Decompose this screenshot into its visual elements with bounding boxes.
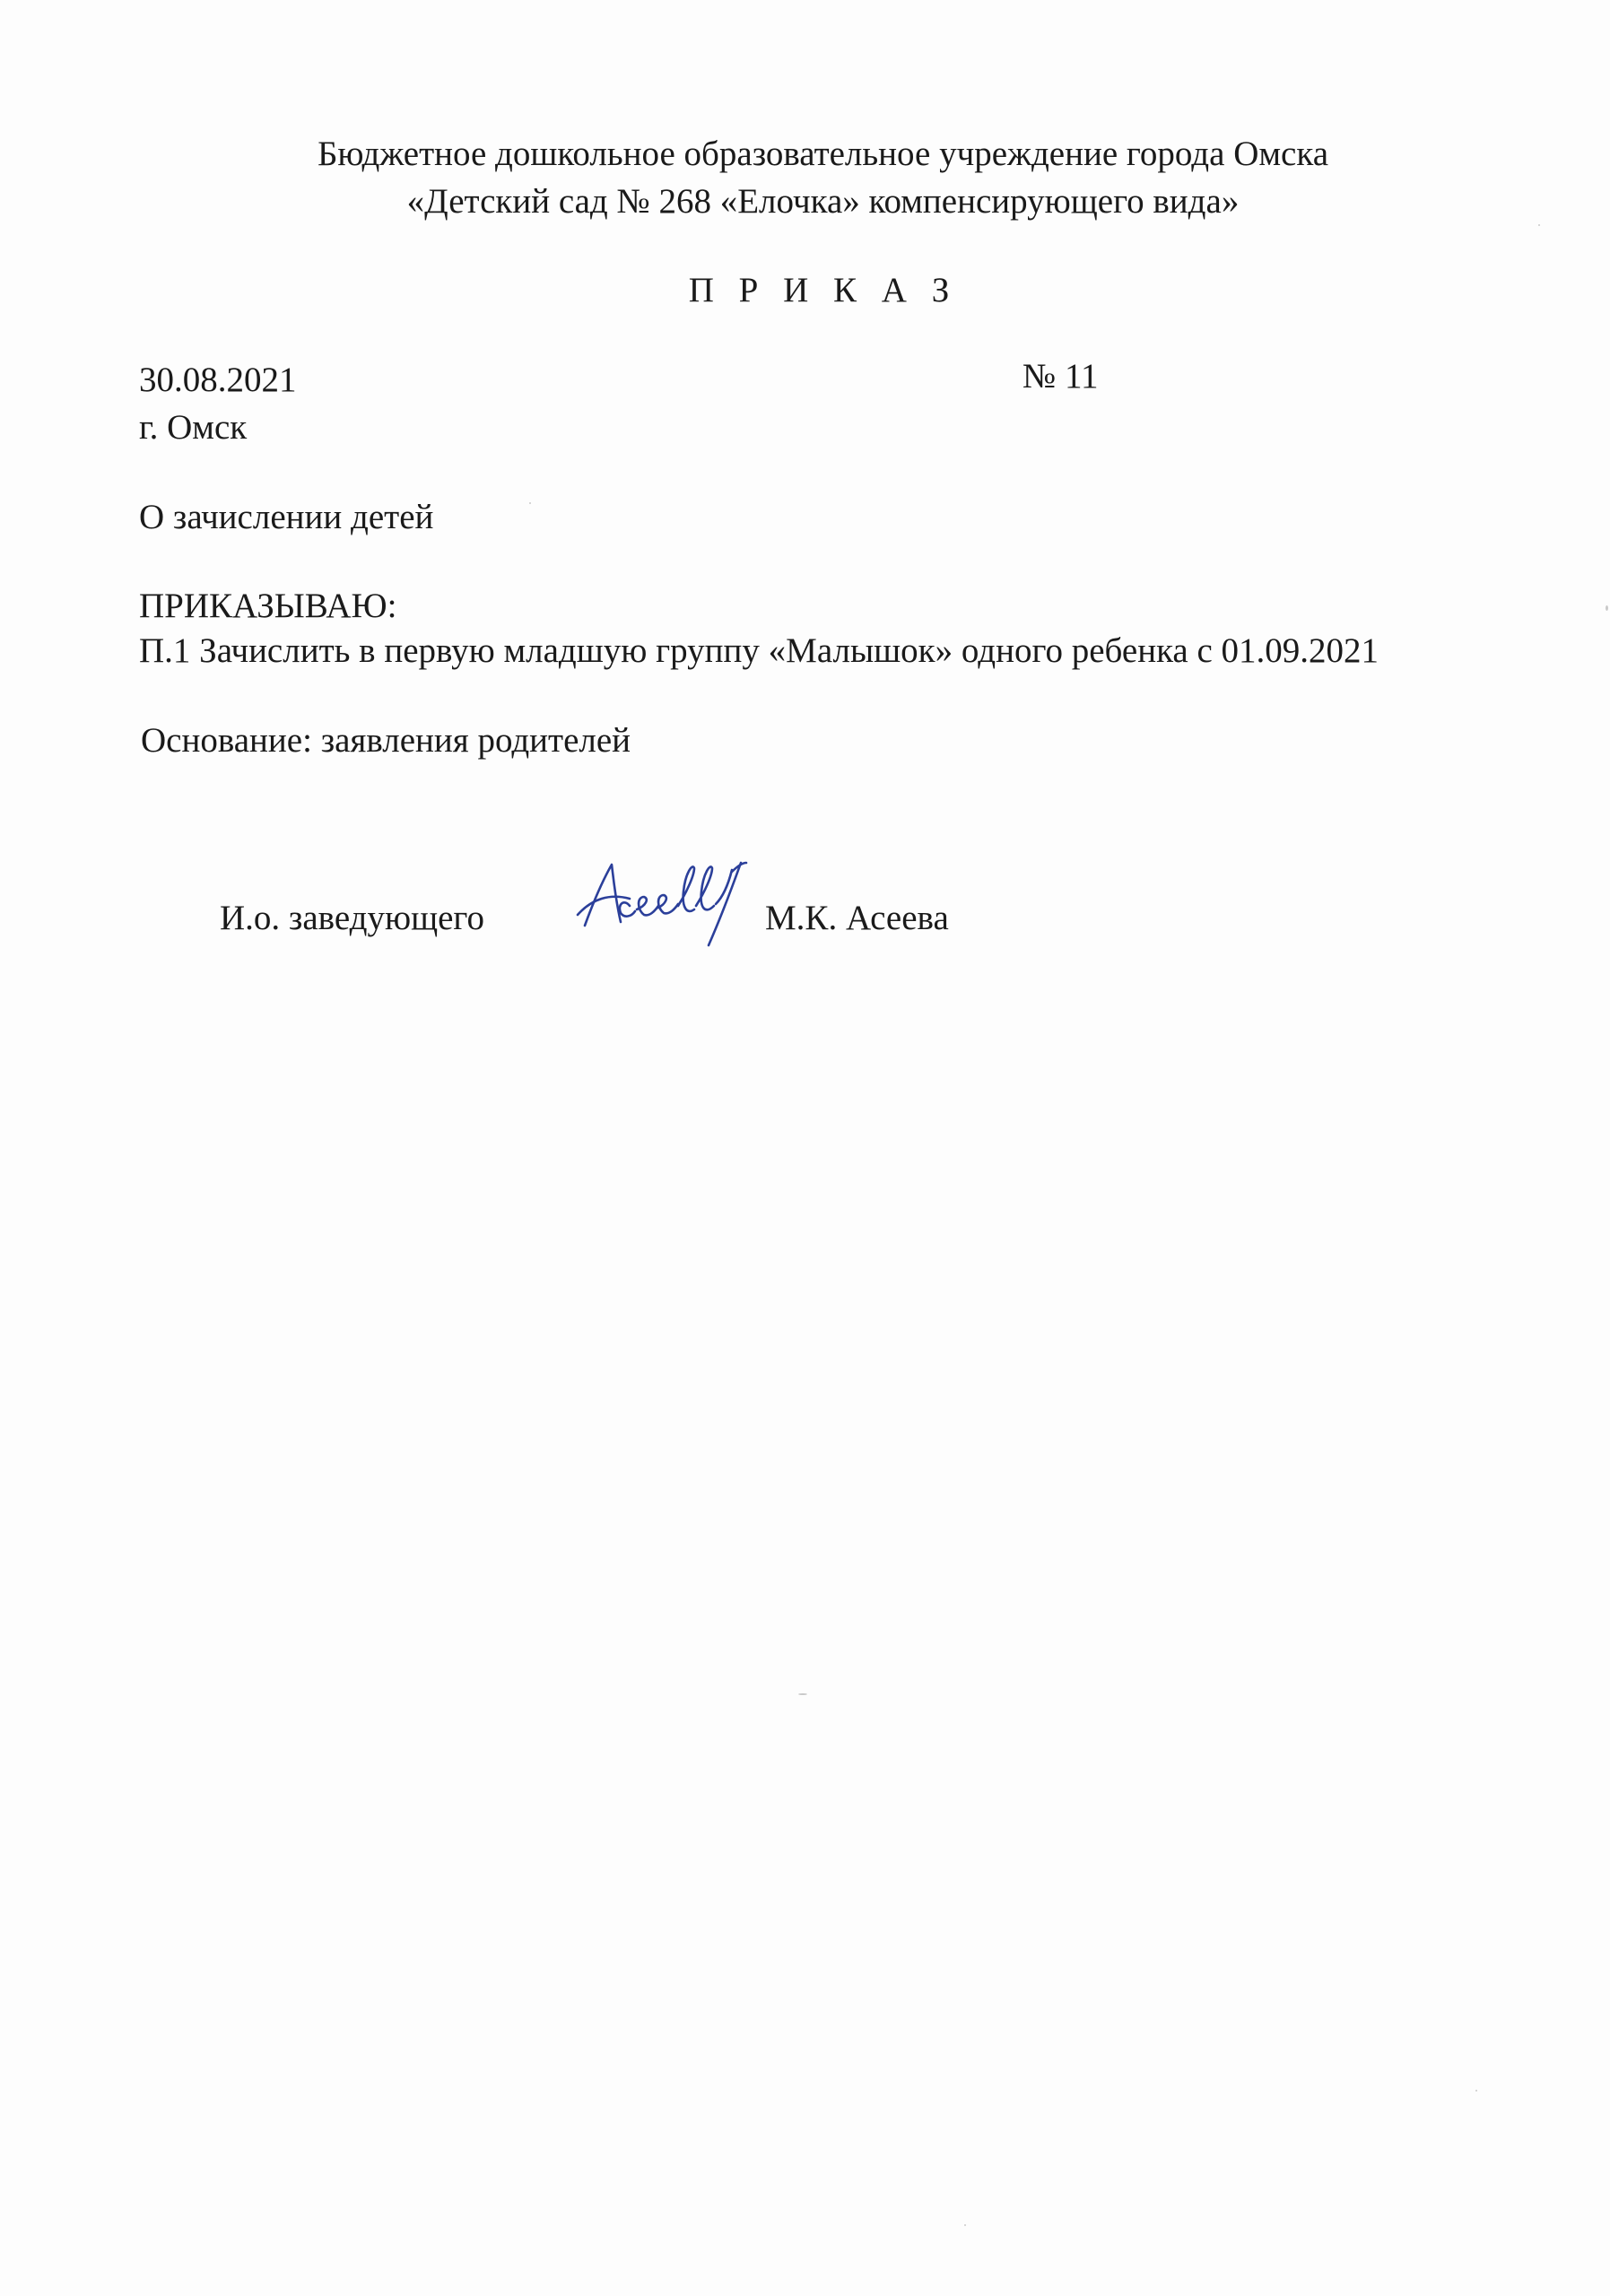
institution-line-2: «Детский сад № 268 «Елочка» компенсирующего вида»: [406, 182, 1240, 221]
scan-speck: [1606, 605, 1608, 611]
scan-speck: [529, 502, 531, 504]
scan-speck: [964, 2224, 966, 2226]
handwritten-signature: [574, 852, 771, 951]
scan-speck: [1475, 2090, 1477, 2092]
signer-position: И.о. заведующего: [220, 899, 484, 937]
scan-speck: [798, 1693, 807, 1695]
document-title: П Р И К А З: [688, 271, 958, 309]
order-city: г. Омск: [139, 408, 248, 447]
scan-speck: [1538, 224, 1540, 226]
order-item-1: П.1 Зачислить в первую младшую группу «Малышок» одного ребенка с 01.09.2021: [139, 631, 1379, 670]
signer-name: М.К. Асеева: [765, 899, 949, 937]
order-number: № 11: [1023, 357, 1099, 396]
order-command: ПРИКАЗЫВАЮ:: [139, 587, 397, 625]
order-subject: О зачислении детей: [139, 498, 434, 536]
order-basis: Основание: заявления родителей: [141, 721, 631, 760]
institution-line-1: Бюджетное дошкольное образовательное учреждение города Омска: [317, 135, 1329, 173]
order-date: 30.08.2021: [139, 361, 297, 399]
